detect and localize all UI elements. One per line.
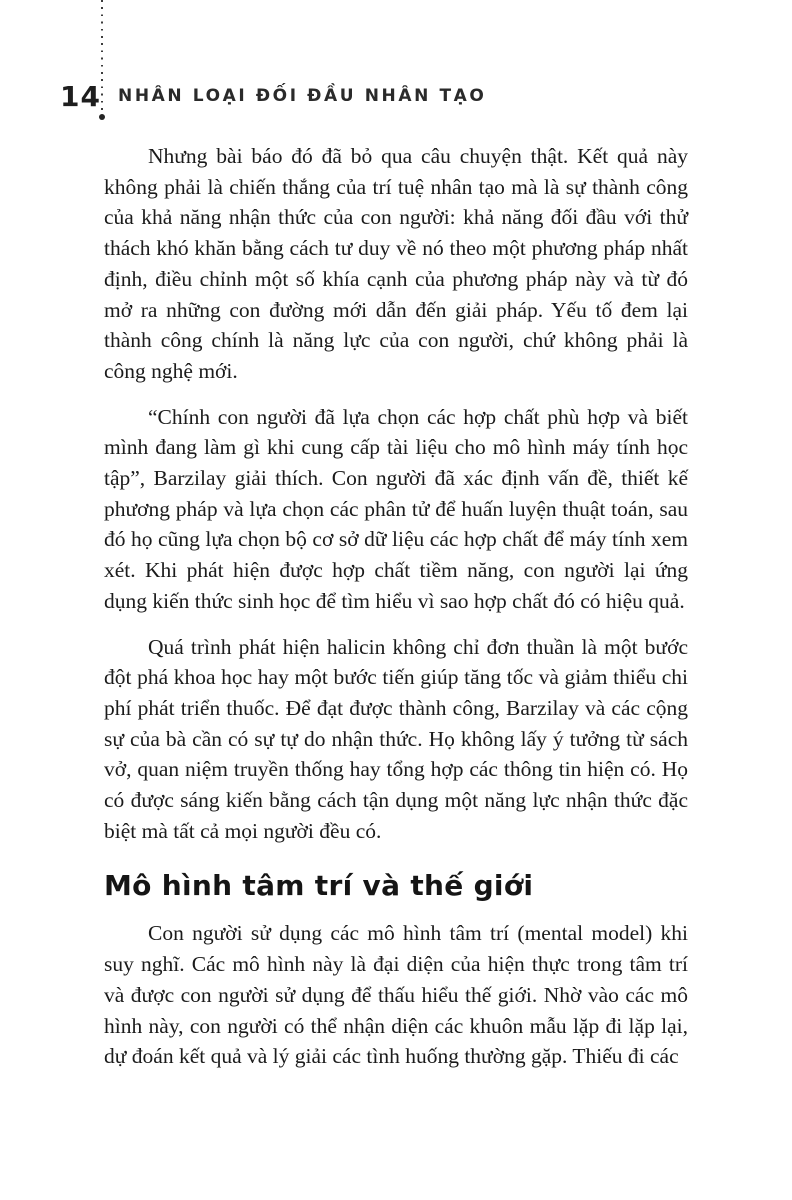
- dotted-rule-icon: [101, 0, 103, 110]
- body-paragraph: Quá trình phát hiện halicin không chỉ đơn thuần là một bước đột phá khoa học hay một bước tiến giúp tăng tốc và giảm thiểu chi phí phát triển thuốc. Để đạt được thành công, Barzilay và các cộng sự của bà cần có sự tự do nhận thức. Họ không lấy ý tưởng từ sách vở, quan niệm truyền thống hay tổng hợp các thông tin hiện có. Họ có được sáng kiến bằng cách tận dụng một năng lực nhận thức đặc biệt mà tất cả mọi người đều có.: [104, 634, 688, 843]
- section-heading: Mô hình tâm trí và thế giới: [104, 869, 534, 903]
- running-title: NHÂN LOẠI ĐỐI ĐẦU NHÂN TẠO: [118, 86, 487, 106]
- content: [104, 141, 688, 1087]
- page-number: 14: [60, 80, 101, 113]
- body-paragraph: Nhưng bài báo đó đã bỏ qua câu chuyện thật. Kết quả này không phải là chiến thắng của trí tuệ nhân tạo mà là sự thành công của khả năng nhận thức của con người: khả năng đối đầu với thử thách khó khăn bằng cách tư duy về nó theo một phương pháp nhất định, điều chỉnh một số khía cạnh của phương pháp này và từ đó mở ra những con đường mới dẫn đến giải pháp. Yếu tố đem lại thành công chính là năng lực của con người, chứ không phải là công nghệ mới.: [104, 144, 688, 383]
- rule-end-dot-icon: [99, 114, 105, 120]
- body-paragraph: Con người sử dụng các mô hình tâm trí (mental model) khi suy nghĩ. Các mô hình này là đại diện của hiện thực trong tâm trí và được con người sử dụng để thấu hiểu thế giới. Nhờ vào các mô hình này, con người có thể nhận diện các khuôn mẫu lặp đi lặp lại, dự đoán kết quả và lý giải các tình huống thường gặp. Thiếu đi các: [104, 921, 688, 1069]
- body-paragraph: “Chính con người đã lựa chọn các hợp chất phù hợp và biết mình đang làm gì khi cung cấp tài liệu cho mô hình máy tính học tập”, Barzilay giải thích. Con người đã xác định vấn đề, thiết kế phương pháp và lựa chọn các phân tử để huấn luyện thuật toán, sau đó họ cũng lựa chọn bộ cơ sở dữ liệu các hợp chất để máy tính xem xét. Khi phát hiện được hợp chất tiềm năng, con người lại ứng dụng kiến thức sinh học để tìm hiểu vì sao hợp chất đó có hiệu quả.: [104, 404, 688, 613]
